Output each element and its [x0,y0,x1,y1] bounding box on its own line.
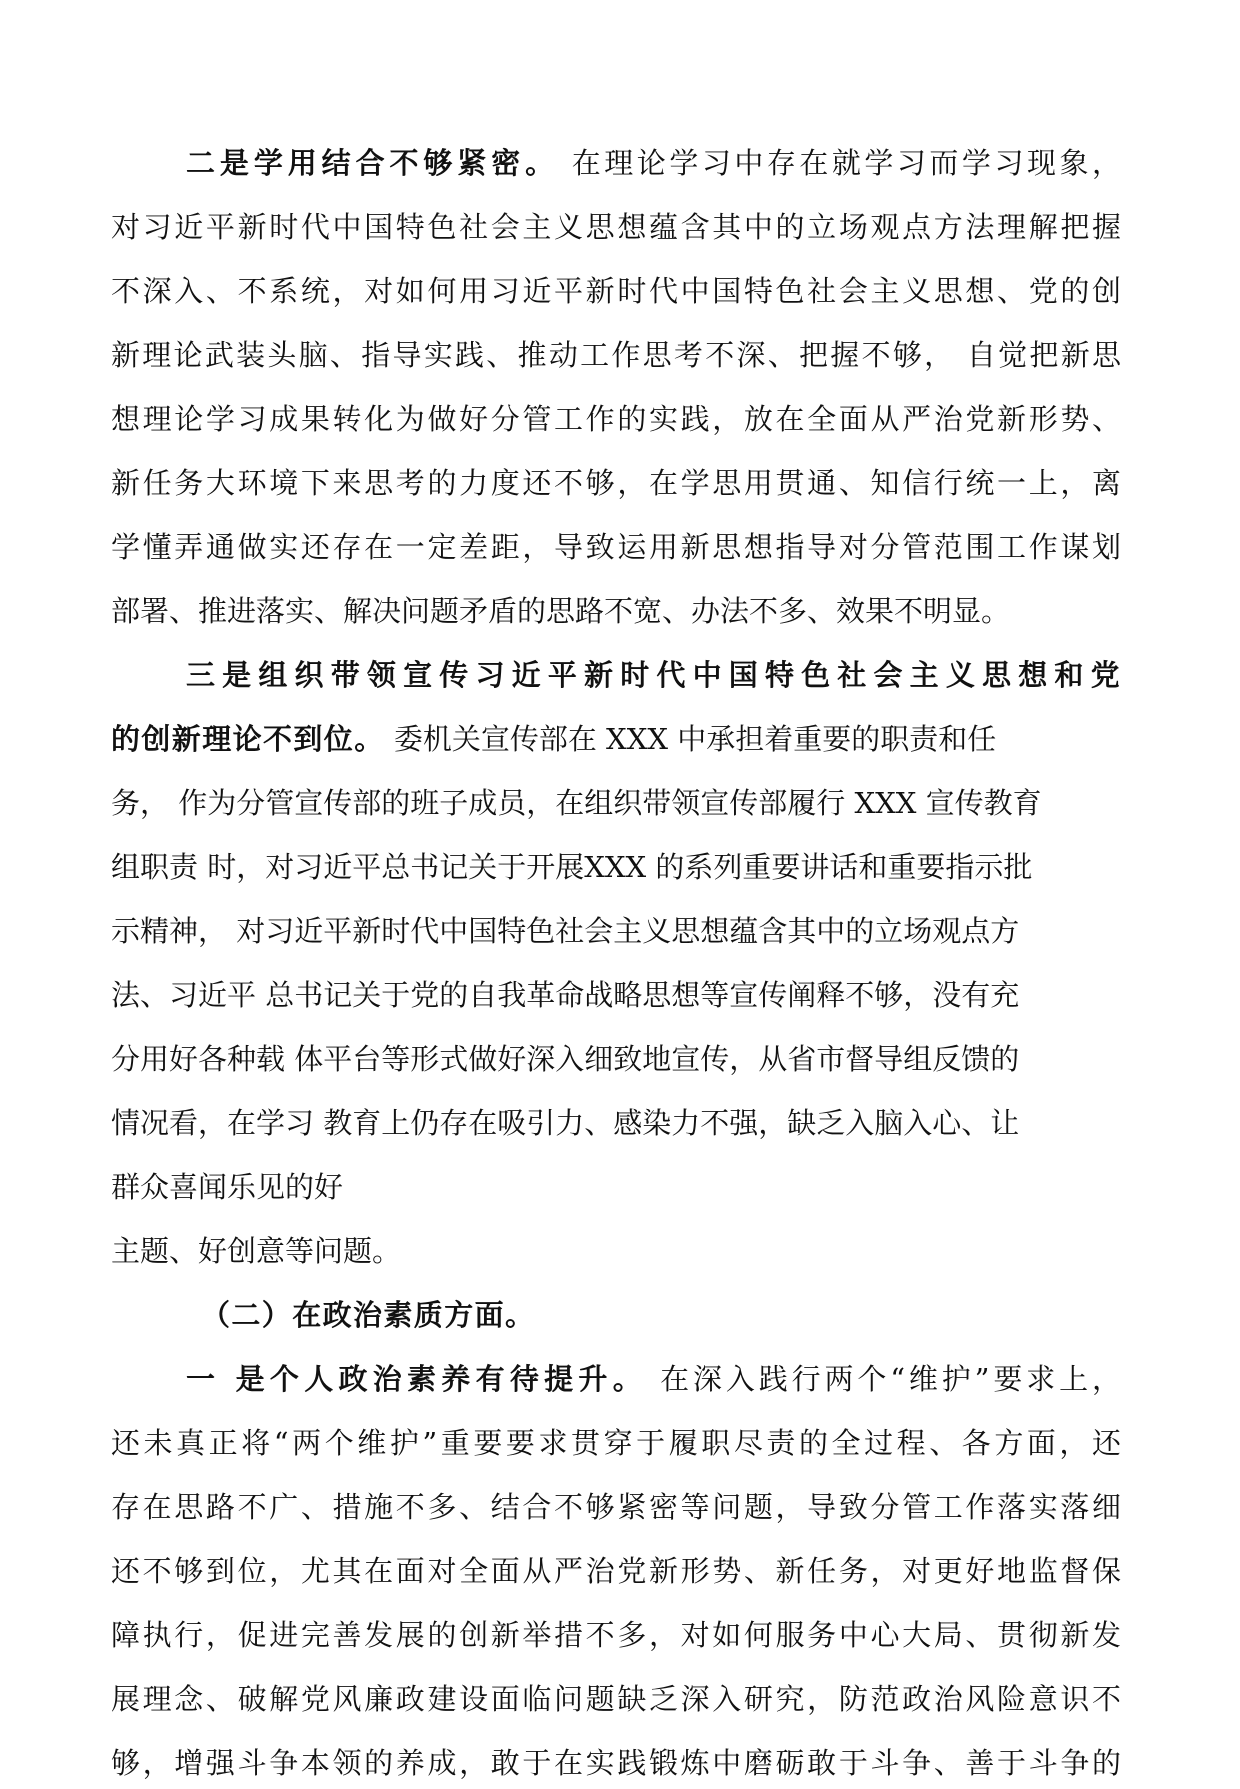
body-text: 新理论武装头脑、指导实践、推动工作思考不深、把握不够， 自觉把新思 [111,338,1121,372]
paragraph-line [111,585,1121,637]
subsection-title [111,1289,1121,1341]
body-text: 在深入践行两个“维护”要求上， [646,1362,1122,1396]
body-text: 不深入、不系统，对如何用习近平新时代中国特色社会主义思想、党的创 [111,274,1121,308]
body-text: 学懂弄通做实还存在一定差距，导致运用新思想指导对分管范围工作谋划 [111,530,1121,564]
paragraph-line [111,521,1121,573]
paragraph-line [111,1417,1121,1469]
paragraph-line [111,1097,1121,1149]
body-text: 部署、推进落实、解决问题矛盾的思路不宽、办法不多、效果不明显。 [111,594,1011,628]
body-text: 还不够到位，尤其在面对全面从严治党新形势、新任务，对更好地监督保 [111,1554,1121,1588]
paragraph-line [111,329,1121,381]
paragraph-line [111,1609,1121,1661]
section-heading: 二是学用结合不够紧密。 [186,146,560,180]
body-text: 务， 作为分管宣传部的班子成员，在组织带领宣传部履行 XXX 宣传教育 [111,786,1042,820]
paragraph-line [111,1545,1121,1597]
paragraph-line [111,137,1121,189]
paragraph-line [111,1673,1121,1725]
paragraph-line [111,905,1121,957]
paragraph-line [111,1481,1121,1533]
body-text: 障执行，促进完善发展的创新举措不多，对如何服务中心大局、贯彻新发 [111,1618,1121,1652]
section-heading: 的创新理论不到位。 [111,722,385,756]
body-text: 分用好各种载 体平台等形式做好深入细致地宣传，从省市督导组反馈的 [111,1042,1020,1076]
body-text: 对习近平新时代中国特色社会主义思想蕴含其中的立场观点方法理解把握 [111,210,1121,244]
body-text: 够，增强斗争本领的养成，敢于在实践锻炼中磨砺敢于斗争、善于斗争的 [111,1746,1121,1780]
section-heading: （二）在政治素质方面。 [201,1298,536,1332]
body-text: 想理论学习成果转化为做好分管工作的实践，放在全面从严治党新形势、 [111,402,1121,436]
body-text: 委机关宣传部在 XXX 中承担着重要的职责和任 [384,722,997,756]
body-text: 示精神， 对习近平新时代中国特色社会主义思想蕴含其中的立场观点方 [111,914,1020,948]
paragraph-line [111,457,1121,509]
section-heading: 一 是个人政治素养有待提升。 [186,1362,647,1396]
paragraph-line [111,201,1121,253]
paragraph-line [111,265,1121,317]
body-text: 在理论学习中存在就学习而学习现象， [559,146,1121,180]
paragraph-line [111,1161,1121,1213]
body-text: 组职责 时，对习近平总书记关于开展XXX 的系列重要讲话和重要指示批 [111,850,1033,884]
body-text: 新任务大环境下来思考的力度还不够，在学思用贯通、知信行统一上，离 [111,466,1121,500]
body-text: 法、习近平 总书记关于党的自我革命战略思想等宣传阐释不够，没有充 [111,978,1020,1012]
paragraph-line [111,649,1121,701]
section-heading: 三是组织带领宣传习近平新时代中国特色社会主义思想和党 [186,658,1121,692]
paragraph-line [111,1353,1121,1405]
paragraph-line [111,1033,1121,1085]
body-text: 展理念、破解党风廉政建设面临问题缺乏深入研究，防范政治风险意识不 [111,1682,1121,1716]
body-text: 情况看，在学习 教育上仍存在吸引力、感染力不强，缺乏入脑入心、让 [111,1106,1020,1140]
paragraph-line [111,713,1121,765]
body-text: 还未真正将“两个维护”重要要求贯穿于履职尽责的全过程、各方面，还 [111,1426,1121,1460]
paragraph-line [111,393,1121,445]
paragraph-line [111,1225,1121,1277]
body-text: 群众喜闻乐见的好 [111,1170,344,1204]
body-text: 存在思路不广、措施不多、结合不够紧密等问题，导致分管工作落实落细 [111,1490,1121,1524]
paragraph-line [111,1737,1121,1780]
paragraph-line [111,777,1121,829]
paragraph-line [111,841,1121,893]
body-text: 主题、好创意等问题。 [111,1234,402,1268]
paragraph-line [111,969,1121,1021]
